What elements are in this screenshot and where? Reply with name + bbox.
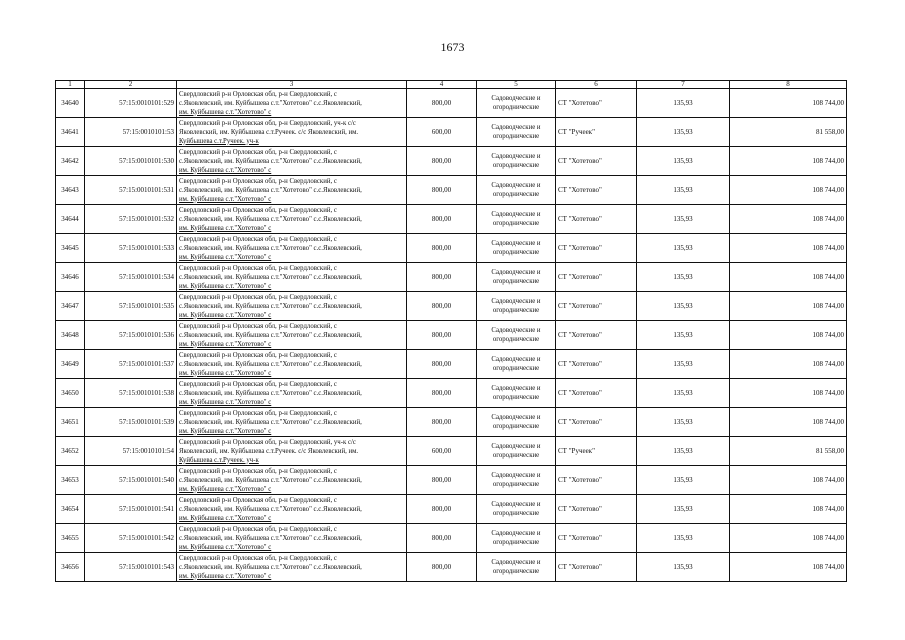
address-line: с.Яковлевский, им. Куйбышева с.т."Хотетово" с.с.Яковлевский, [179,186,362,194]
cadastral-number: 57:15:0010101:53 [85,118,177,147]
cadastral-value: 108 744,00 [730,176,847,205]
cadastral-value: 108 744,00 [730,350,847,379]
cadastral-value: 108 744,00 [730,466,847,495]
cadastral-value: 108 744,00 [730,234,847,263]
address-cell [177,350,407,379]
cadastral-number: 57:15:0010101:54 [85,437,177,466]
row-number: 34643 [56,176,85,205]
land-use-line: огороднические [492,481,540,488]
land-use-line: огороднические [492,220,540,227]
cadastral-number: 57:15:0010101:534 [85,263,177,292]
cadastral-value: 108 744,00 [730,408,847,437]
table-row [56,176,847,205]
address-line: Свердловский р-н Орловская обл, р-н Свердловский, с [179,177,337,185]
address-cell [177,379,407,408]
cadastral-value: 108 744,00 [730,524,847,553]
table-row [56,495,847,524]
area-value: 800,00 [407,89,477,118]
land-use-line: Садоводческие и [491,356,541,363]
row-number: 34648 [56,321,85,350]
land-use-line: огороднические [492,278,540,285]
organization-name: СТ "Хотетово" [556,263,637,292]
land-use-line: огороднические [492,452,540,459]
area-value: 800,00 [407,147,477,176]
area-value: 800,00 [407,205,477,234]
address-cell [177,524,407,553]
table-row [56,89,847,118]
address-line: Свердловский р-н Орловская обл, р-н Свердловский, с [179,380,337,388]
organization-name: СТ "Хотетово" [556,553,637,582]
land-use-line: Садоводческие и [491,124,541,131]
land-use-cell [477,553,556,582]
address-line: им. Куйбышева с.т."Хотетово" с [179,311,272,319]
organization-name: СТ "Ручеек" [556,118,637,147]
row-number: 34644 [56,205,85,234]
address-line: им. Куйбышева с.т."Хотетово" с [179,195,272,203]
land-use-line: Садоводческие и [491,182,541,189]
cadastral-rate: 135,93 [637,350,730,379]
address-line: им. Куйбышева с.т."Хотетово" с [179,340,272,348]
land-use-cell [477,408,556,437]
address-cell [177,147,407,176]
row-number: 34647 [56,292,85,321]
land-use-line: Садоводческие и [491,95,541,102]
address-cell [177,234,407,263]
address-line: с.Яковлевский, им. Куйбышева с.т."Хотетово" с.с.Яковлевский, [179,244,362,252]
row-number: 34656 [56,553,85,582]
cadastral-rate: 135,93 [637,321,730,350]
cadastral-number: 57:15:0010101:536 [85,321,177,350]
organization-name: СТ "Хотетово" [556,205,637,234]
cadastral-rate: 135,93 [637,205,730,234]
cadastral-value: 108 744,00 [730,263,847,292]
address-line: Свердловский р-н Орловская обл, р-н Свердловский, с [179,148,337,156]
row-number: 34654 [56,495,85,524]
address-line: Яковлевский, им. Куйбышева с.т.Ручеек. с/с Яковлевский, им. [179,128,359,136]
address-line: им. Куйбышева с.т."Хотетово" с [179,427,272,435]
cadastral-value: 108 744,00 [730,147,847,176]
address-line: с.Яковлевский, им. Куйбышева с.т."Хотетово" с.с.Яковлевский, [179,157,362,165]
land-use-line: Садоводческие и [491,385,541,392]
address-line: им. Куйбышева с.т."Хотетово" с [179,485,272,493]
column-header: 3 [177,81,407,89]
row-number: 34646 [56,263,85,292]
table-row [56,118,847,147]
row-number: 34642 [56,147,85,176]
row-number: 34640 [56,89,85,118]
address-line: им. Куйбышева с.т."Хотетово" с [179,224,272,232]
land-use-cell [477,118,556,147]
table-row [56,321,847,350]
area-value: 800,00 [407,350,477,379]
row-number: 34649 [56,350,85,379]
address-line: Свердловский р-н Орловская обл, р-н Свердловский, с [179,322,337,330]
area-value: 800,00 [407,379,477,408]
land-use-cell [477,205,556,234]
address-line: Свердловский р-н Орловская обл, р-н Свердловский, с [179,496,337,504]
address-line: Свердловский р-н Орловская обл, р-н Свердловский, с [179,264,337,272]
organization-name: СТ "Хотетово" [556,89,637,118]
cadastral-number: 57:15:0010101:531 [85,176,177,205]
land-use-cell [477,350,556,379]
land-use-cell [477,495,556,524]
area-value: 800,00 [407,263,477,292]
table-body [56,89,847,582]
area-value: 800,00 [407,234,477,263]
land-use-line: Садоводческие и [491,240,541,247]
row-number: 34652 [56,437,85,466]
cadastral-value: 108 744,00 [730,89,847,118]
cadastral-value: 108 744,00 [730,292,847,321]
column-header: 4 [407,81,477,89]
cadastral-rate: 135,93 [637,292,730,321]
table-row [56,466,847,495]
land-use-line: огороднические [492,133,540,140]
organization-name: СТ "Хотетово" [556,234,637,263]
cadastral-rate: 135,93 [637,495,730,524]
land-use-line: огороднические [492,336,540,343]
address-line: Свердловский р-н Орловская обл, р-н Свердловский, уч-к с/с [179,119,356,127]
address-line: Яковлевский, им. Куйбышева с.т.Ручеек. с/с Яковлевский, им. [179,447,359,455]
address-line: с.Яковлевский, им. Куйбышева с.т."Хотетово" с.с.Яковлевский, [179,418,362,426]
address-line: Куйбышева с.т.Ручеек. уч-к [179,456,259,464]
table-row [56,408,847,437]
row-number: 34651 [56,408,85,437]
address-cell [177,408,407,437]
organization-name: СТ "Хотетово" [556,379,637,408]
cadastral-rate: 135,93 [637,466,730,495]
land-use-cell [477,263,556,292]
address-line: Свердловский р-н Орловская обл, р-н Свердловский, с [179,525,337,533]
cadastral-rate: 135,93 [637,437,730,466]
cadastral-rate: 135,93 [637,263,730,292]
address-cell [177,437,407,466]
land-use-line: Садоводческие и [491,443,541,450]
organization-name: СТ "Хотетово" [556,524,637,553]
address-line: им. Куйбышева с.т."Хотетово" с [179,166,272,174]
address-line: с.Яковлевский, им. Куйбышева с.т."Хотетово" с.с.Яковлевский, [179,99,362,107]
organization-name: СТ "Хотетово" [556,466,637,495]
area-value: 800,00 [407,321,477,350]
table-row [56,437,847,466]
cadastral-value: 81 558,00 [730,437,847,466]
cadastral-number: 57:15:0010101:538 [85,379,177,408]
address-line: Свердловский р-н Орловская обл, р-н Свердловский, с [179,467,337,475]
cadastral-number: 57:15:0010101:539 [85,408,177,437]
address-cell [177,321,407,350]
cadastral-number: 57:15:0010101:542 [85,524,177,553]
cadastral-number: 57:15:0010101:535 [85,292,177,321]
cadastral-rate: 135,93 [637,234,730,263]
address-line: с.Яковлевский, им. Куйбышева с.т."Хотетово" с.с.Яковлевский, [179,360,362,368]
land-use-line: огороднические [492,104,540,111]
cadastral-number: 57:15:0010101:541 [85,495,177,524]
land-use-line: огороднические [492,423,540,430]
area-value: 800,00 [407,553,477,582]
cadastral-rate: 135,93 [637,524,730,553]
table-row [56,205,847,234]
address-line: с.Яковлевский, им. Куйбышева с.т."Хотетово" с.с.Яковлевский, [179,476,362,484]
land-use-line: Садоводческие и [491,327,541,334]
table-row [56,524,847,553]
area-value: 800,00 [407,408,477,437]
land-use-cell [477,147,556,176]
cadastral-number: 57:15:0010101:540 [85,466,177,495]
table-row [56,292,847,321]
table-row [56,379,847,408]
area-value: 800,00 [407,292,477,321]
organization-name: СТ "Хотетово" [556,350,637,379]
row-number: 34650 [56,379,85,408]
address-line: Свердловский р-н Орловская обл, р-н Свердловский, с [179,554,337,562]
column-header: 8 [730,81,847,89]
land-use-line: Садоводческие и [491,501,541,508]
land-use-cell [477,292,556,321]
address-line: Свердловский р-н Орловская обл, р-н Свердловский, с [179,409,337,417]
address-line: Свердловский р-н Орловская обл, р-н Свердловский, с [179,351,337,359]
land-use-line: Садоводческие и [491,211,541,218]
address-line: им. Куйбышева с.т."Хотетово" с [179,369,272,377]
address-line: им. Куйбышева с.т."Хотетово" с [179,572,272,580]
cadastral-number: 57:15:0010101:529 [85,89,177,118]
land-use-line: огороднические [492,162,540,169]
land-use-line: огороднические [492,568,540,575]
cadastral-value: 108 744,00 [730,379,847,408]
address-line: им. Куйбышева с.т."Хотетово" с [179,398,272,406]
area-value: 800,00 [407,176,477,205]
page-number: 1673 [440,40,465,54]
column-header: 2 [85,81,177,89]
row-number: 34641 [56,118,85,147]
address-cell [177,495,407,524]
address-line: с.Яковлевский, им. Куйбышева с.т."Хотетово" с.с.Яковлевский, [179,389,362,397]
land-use-line: Садоводческие и [491,472,541,479]
address-cell [177,176,407,205]
area-value: 600,00 [407,437,477,466]
table-row [56,234,847,263]
land-use-line: Садоводческие и [491,530,541,537]
cadastral-number: 57:15:0010101:532 [85,205,177,234]
land-use-cell [477,89,556,118]
land-use-cell [477,466,556,495]
address-line: Свердловский р-н Орловская обл, р-н Свердловский, с [179,206,337,214]
organization-name: СТ "Хотетово" [556,176,637,205]
table-row [56,553,847,582]
area-value: 800,00 [407,495,477,524]
land-use-line: Садоводческие и [491,414,541,421]
land-use-line: Садоводческие и [491,559,541,566]
land-use-cell [477,176,556,205]
table-row [56,147,847,176]
address-line: с.Яковлевский, им. Куйбышева с.т."Хотетово" с.с.Яковлевский, [179,215,362,223]
area-value: 800,00 [407,524,477,553]
cadastral-rate: 135,93 [637,553,730,582]
address-line: Куйбышева с.т.Ручеек. уч-к [179,137,259,145]
address-cell [177,118,407,147]
organization-name: СТ "Хотетово" [556,321,637,350]
land-use-line: огороднические [492,539,540,546]
row-number: 34645 [56,234,85,263]
address-line: с.Яковлевский, им. Куйбышева с.т."Хотетово" с.с.Яковлевский, [179,534,362,542]
column-header: 5 [477,81,556,89]
land-use-cell [477,321,556,350]
column-header: 7 [637,81,730,89]
organization-name: СТ "Хотетово" [556,408,637,437]
address-line: им. Куйбышева с.т."Хотетово" с [179,514,272,522]
cadastral-number: 57:15:0010101:537 [85,350,177,379]
table-row [56,263,847,292]
land-use-line: огороднические [492,307,540,314]
address-line: им. Куйбышева с.т."Хотетово" с [179,543,272,551]
land-use-line: Садоводческие и [491,153,541,160]
column-header: 6 [556,81,637,89]
address-cell [177,292,407,321]
column-header: 1 [56,81,85,89]
land-use-cell [477,234,556,263]
address-cell [177,205,407,234]
row-number: 34655 [56,524,85,553]
land-use-line: Садоводческие и [491,269,541,276]
address-cell [177,553,407,582]
table-row [56,350,847,379]
organization-name: СТ "Хотетово" [556,292,637,321]
address-line: им. Куйбышева с.т."Хотетово" с [179,253,272,261]
land-use-cell [477,379,556,408]
address-cell [177,263,407,292]
address-line: с.Яковлевский, им. Куйбышева с.т."Хотетово" с.с.Яковлевский, [179,273,362,281]
cadastral-value: 81 558,00 [730,118,847,147]
address-line: с.Яковлевский, им. Куйбышева с.т."Хотетово" с.с.Яковлевский, [179,563,362,571]
column-number-row [56,81,847,89]
cadastral-number: 57:15:0010101:530 [85,147,177,176]
address-cell [177,89,407,118]
address-line: Свердловский р-н Орловская обл, р-н Свердловский, уч-к с/с [179,438,356,446]
cadastral-value: 108 744,00 [730,321,847,350]
land-use-line: огороднические [492,191,540,198]
organization-name: СТ "Ручеек" [556,437,637,466]
land-register-table [55,80,847,582]
cadastral-rate: 135,93 [637,379,730,408]
address-cell [177,466,407,495]
land-use-line: огороднические [492,510,540,517]
area-value: 800,00 [407,466,477,495]
land-use-line: огороднические [492,249,540,256]
land-use-line: огороднические [492,365,540,372]
land-use-line: Садоводческие и [491,298,541,305]
cadastral-rate: 135,93 [637,408,730,437]
address-line: с.Яковлевский, им. Куйбышева с.т."Хотетово" с.с.Яковлевский, [179,505,362,513]
address-line: им. Куйбышева с.т."Хотетово" с [179,282,272,290]
cadastral-rate: 135,93 [637,147,730,176]
address-line: Свердловский р-н Орловская обл, р-н Свердловский, с [179,293,337,301]
cadastral-rate: 135,93 [637,89,730,118]
land-use-line: огороднические [492,394,540,401]
cadastral-number: 57:15:0010101:543 [85,553,177,582]
organization-name: СТ "Хотетово" [556,495,637,524]
address-line: Свердловский р-н Орловская обл, р-н Свердловский, с [179,90,337,98]
cadastral-rate: 135,93 [637,176,730,205]
row-number: 34653 [56,466,85,495]
land-use-cell [477,437,556,466]
cadastral-value: 108 744,00 [730,495,847,524]
organization-name: СТ "Хотетово" [556,147,637,176]
address-line: им. Куйбышева с.т."Хотетово" с [179,108,272,116]
land-use-cell [477,524,556,553]
address-line: с.Яковлевский, им. Куйбышева с.т."Хотетово" с.с.Яковлевский, [179,302,362,310]
cadastral-number: 57:15:0010101:533 [85,234,177,263]
cadastral-value: 108 744,00 [730,553,847,582]
cadastral-value: 108 744,00 [730,205,847,234]
address-line: с.Яковлевский, им. Куйбышева с.т."Хотетово" с.с.Яковлевский, [179,331,362,339]
cadastral-rate: 135,93 [637,118,730,147]
area-value: 600,00 [407,118,477,147]
address-line: Свердловский р-н Орловская обл, р-н Свердловский, с [179,235,337,243]
